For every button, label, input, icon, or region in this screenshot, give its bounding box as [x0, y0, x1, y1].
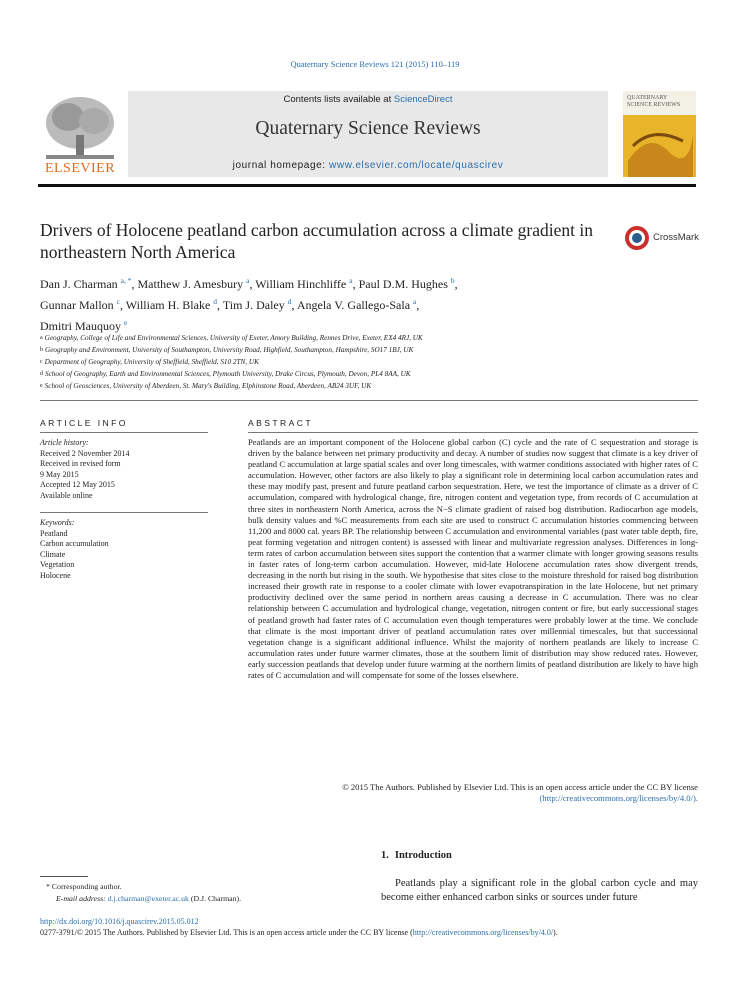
affiliation: $^a$ Geography, College of Life and Environmental Sciences, University of Exeter, Amory Building, Rennes Drive, Exeter, EX4 4RJ, UK [40, 334, 423, 342]
footnote [40, 881, 360, 905]
corresponding-author: * Corresponding author. [46, 882, 122, 891]
section-title: Introduction [394, 850, 452, 861]
journal-homepage [128, 160, 608, 171]
copyright-line: 0277-3791/© 2015 The Authors. Published by Elsevier Ltd. This is an open access article under the CC BY license (http://creativecommons.org/licenses/by/4.0/). [40, 928, 558, 937]
keyword: Vegetation [40, 560, 75, 570]
email-suffix: (D.J. Charman). [188, 894, 242, 903]
keywords-divider [40, 512, 208, 513]
abstract-heading: ABSTRACT [248, 418, 314, 428]
header-divider [38, 184, 696, 187]
article-history [40, 438, 210, 502]
keywords-label: Keywords: [40, 518, 75, 527]
email-label: E-mail address: [56, 894, 108, 903]
footer-license-link[interactable]: http://creativecommons.org/licenses/by/4.0/ [412, 928, 554, 937]
keyword: Holocene [40, 570, 71, 580]
elsevier-logo [38, 91, 122, 177]
history-item: Available online [40, 490, 93, 500]
section-number: 1. [381, 850, 389, 861]
abstract-text: Peatlands are an important component of the Holocene global carbon (C) cycle and the rate of C sequestration and storage is driven by the balance between net primary productivity and decay. A number of studies now suggest that climate is a key driver of peatland C accumulation at large spatial scales and over long timescales, with warmer conditions associated with higher rates of C accumulation. However, other factors are also likely to play a significant role in determining local carbon accumulation rates and these may modify past, present and future peatland carbon sequestration. Here, we test the importance of climate as a driver of C accumulation, compared with hydrological change, fire, nitrogen content and vegetation type, from records of C accumulation at three sites in northeastern North America, across the N−S climate gradient of raised bog distribution. Radiocarbon age models, bulk density values and %C measurements from each site are used to construct C accumulation histories commencing between 11,200 and 8000 cal. years BP. The relationship between C accumulation and environmental variables (past water table depth, fire, peat forming vegetation and nitrogen content) is assessed with linear and multivariate regression analyses. Differences in long-term rates of carbon accumulation between sites support the contention that a warmer climate with longer growing seasons results in faster rates of long-term carbon accumulation. However, mid-late Holocene accumulation rates show divergent trends, decreasing in the north but rising in the south. We hypothesise that sites close to the moisture threshold for raised bog distribution increased their growth rate in response to a cooler climate with lower evapotranspiration in the late Holocene, but net primary productivity declined over the same period in northern areas causing a decrease in C accumulation. There was no clear relationship between C accumulation and hydrological change, vegetation, nitrogen content or fire, but early successional stages of peatland growth had faster rates of C accumulation even though temperatures were probably lower at the time. We conclude that climate is the most important driver of peatland accumulation rates over millennial timescales, but that successional vegetation change is a significant additional influence. Whilst the majority of northern peatlands are likely to increase C accumulation rates under future warmer climates, those at the southern limit of distribution may show reduced rates. However, early succession peatlands that develop under future warming at the northern limits of peatland distribution are likely to have high rates of C accumulation and will compensate for some of the losses elsewhere. [248, 437, 698, 680]
doi-link[interactable]: http://dx.doi.org/10.1016/j.quascirev.2015.05.012 [40, 917, 199, 926]
contents-line [128, 94, 608, 105]
author[interactable]: Matthew J. Amesbury $^a$ [137, 276, 250, 291]
article-info-divider [40, 432, 208, 433]
keyword: Carbon accumulation [40, 539, 109, 549]
history-item: Accepted 12 May 2015 [40, 480, 115, 490]
homepage-link[interactable]: www.elsevier.com/locate/quascirev [329, 160, 504, 171]
affiliation: $^d$ School of Geography, Earth and Environmental Sciences, Plymouth University, Drake Circus, Plymouth, Devon, PL4 8AA, UK [40, 370, 411, 378]
keywords [40, 518, 210, 582]
history-item: Received in revised form [40, 459, 121, 469]
journal-citation-link[interactable]: Quaternary Science Reviews 121 (2015) 110–119 [290, 59, 460, 69]
history-item: Received 2 November 2014 [40, 448, 130, 458]
article-info-heading: ARTICLE INFO [40, 418, 128, 428]
affiliation: $^b$ Geography and Environment, University of Southampton, University Road, Highfield, Southampton, Hampshire, SO17 1BJ, UK [40, 346, 414, 354]
author-list: Dan J. Charman $^{a, *}$, Matthew J. Amesbury $^a$, William Hinchliffe $^a$, Paul D.M. Hughes $^b$, Gunnar Mallon $^c$, William H. Blake $^d$, Tim J. Daley $^d$, Angela V. Gallego-Sala $^a$, Dmitri Mauquoy $^e$ [40, 276, 458, 333]
keyword: Climate [40, 549, 66, 559]
crossmark-badge[interactable] [624, 225, 704, 251]
abstract-license [248, 782, 698, 804]
history-item: 9 May 2015 [40, 469, 79, 479]
history-label: Article history: [40, 438, 89, 447]
affiliation: $^c$ Department of Geography, University of Sheffield, Sheffield, S10 2TN, UK [40, 358, 259, 366]
author[interactable]: William H. Blake $^d$ [125, 297, 218, 312]
cover-title: QUATERNARY SCIENCE REVIEWS [627, 95, 681, 108]
license-text: © 2015 The Authors. Published by Elsevier Ltd. This is an open access article under the CC BY license [342, 782, 698, 792]
affiliations [40, 332, 660, 392]
sciencedirect-link[interactable]: ScienceDirect [393, 94, 453, 105]
crossmark-icon [624, 225, 650, 251]
affiliation: $^e$ School of Geosciences, University of Aberdeen, St. Mary's Building, Elphinstone Road, Aberdeen, AB24 3UF, UK [40, 382, 372, 390]
author[interactable]: Dan J. Charman $^{a, *}$ [40, 276, 132, 291]
author[interactable]: William Hinchliffe $^a$ [255, 276, 353, 291]
contents-prefix: Contents lists available at [283, 94, 394, 105]
introduction-text: Peatlands play a significant role in the global carbon cycle and may become either enhanced carbon sinks or sources under future [381, 878, 698, 903]
keyword: Peatland [40, 528, 68, 538]
journal-title: Quaternary Science Reviews [255, 118, 481, 139]
elsevier-wordmark: ELSEVIER [44, 161, 116, 176]
introduction-heading [381, 850, 452, 861]
author[interactable]: Tim J. Daley $^d$ [222, 297, 292, 312]
author[interactable]: Dmitri Mauquoy $^e$ [40, 318, 128, 333]
article-title: Drivers of Holocene peatland carbon accumulation across a climate gradient in northeastern North America [40, 220, 593, 262]
abstract-divider [248, 432, 698, 433]
homepage-label: journal homepage: [232, 160, 330, 171]
journal-cover-image [623, 91, 696, 177]
license-link[interactable]: (http://creativecommons.org/licenses/by/4.0/). [539, 793, 698, 804]
author[interactable]: Angela V. Gallego-Sala $^a$ [296, 297, 417, 312]
author[interactable]: Paul D.M. Hughes $^b$ [358, 276, 455, 291]
author[interactable]: Gunnar Mallon $^c$ [40, 297, 120, 312]
footnote-divider [40, 876, 88, 877]
title-divider [40, 400, 698, 401]
crossmark-label: CrossMark [653, 232, 699, 243]
email-link[interactable]: d.j.charman@exeter.ac.uk [107, 894, 189, 903]
